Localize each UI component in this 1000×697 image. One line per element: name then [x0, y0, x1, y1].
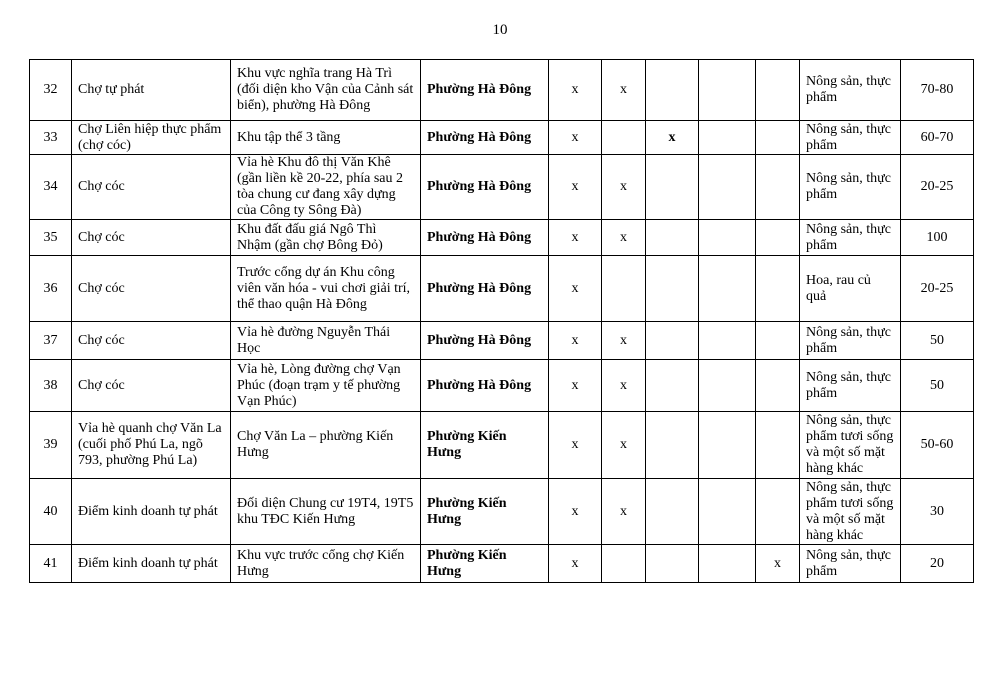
mark-col-5 — [756, 256, 800, 322]
mark-col-2: x — [602, 60, 646, 121]
goods-type: Nông sản, thực phẩm — [800, 220, 901, 256]
trader-count: 100 — [901, 220, 974, 256]
goods-type: Hoa, rau củ quả — [800, 256, 901, 322]
mark-col-3: x — [646, 121, 699, 155]
market-name: Chợ cóc — [72, 155, 231, 220]
row-number: 36 — [30, 256, 72, 322]
ward-name: Phường Kiến Hưng — [421, 412, 549, 479]
market-location: Vỉa hè Khu đô thị Văn Khê (gần liền kề 20-22, phía sau 2 tòa chung cư đang xây dựng của Công ty Sông Đà) — [231, 155, 421, 220]
market-name: Vỉa hè quanh chợ Văn La (cuối phố Phú La, ngõ 793, phường Phú La) — [72, 412, 231, 479]
goods-type: Nông sản, thực phẩm — [800, 360, 901, 412]
mark-col-4 — [699, 155, 756, 220]
mark-col-5 — [756, 360, 800, 412]
mark-col-2: x — [602, 220, 646, 256]
mark-col-4 — [699, 479, 756, 545]
row-number: 32 — [30, 60, 72, 121]
table-body — [30, 60, 974, 583]
mark-col-2: x — [602, 412, 646, 479]
row-number: 37 — [30, 322, 72, 360]
row-number: 33 — [30, 121, 72, 155]
market-name: Chợ tự phát — [72, 60, 231, 121]
mark-col-2 — [602, 121, 646, 155]
mark-col-5 — [756, 322, 800, 360]
market-location: Chợ Văn La – phường Kiến Hưng — [231, 412, 421, 479]
table-row — [30, 121, 974, 155]
trader-count: 60-70 — [901, 121, 974, 155]
mark-col-3 — [646, 60, 699, 121]
trader-count: 50 — [901, 360, 974, 412]
market-location: Khu đất đấu giá Ngô Thì Nhậm (gần chợ Bông Đỏ) — [231, 220, 421, 256]
goods-type: Nông sản, thực phẩm — [800, 60, 901, 121]
mark-col-2 — [602, 256, 646, 322]
market-name: Chợ Liên hiệp thực phẩm (chợ cóc) — [72, 121, 231, 155]
mark-col-3 — [646, 360, 699, 412]
ward-name: Phường Hà Đông — [421, 220, 549, 256]
row-number: 35 — [30, 220, 72, 256]
trader-count: 20-25 — [901, 155, 974, 220]
mark-col-4 — [699, 322, 756, 360]
table-row — [30, 412, 974, 479]
mark-col-1: x — [549, 360, 602, 412]
market-name: Điểm kinh doanh tự phát — [72, 545, 231, 583]
ward-name: Phường Hà Đông — [421, 121, 549, 155]
goods-type: Nông sản, thực phẩm tươi sống và một số mặt hàng khác — [800, 412, 901, 479]
row-number: 40 — [30, 479, 72, 545]
mark-col-5 — [756, 220, 800, 256]
goods-type: Nông sản, thực phẩm — [800, 155, 901, 220]
mark-col-2: x — [602, 360, 646, 412]
mark-col-3 — [646, 220, 699, 256]
market-name: Chợ cóc — [72, 256, 231, 322]
table-row — [30, 479, 974, 545]
ward-name: Phường Hà Đông — [421, 155, 549, 220]
mark-col-4 — [699, 545, 756, 583]
ward-name: Phường Hà Đông — [421, 322, 549, 360]
mark-col-1: x — [549, 220, 602, 256]
market-name: Chợ cóc — [72, 322, 231, 360]
table-row — [30, 220, 974, 256]
mark-col-3 — [646, 322, 699, 360]
mark-col-5 — [756, 60, 800, 121]
table-row — [30, 155, 974, 220]
ward-name: Phường Kiến Hưng — [421, 545, 549, 583]
mark-col-1: x — [549, 545, 602, 583]
page-number: 10 — [492, 22, 508, 38]
ward-name: Phường Hà Đông — [421, 360, 549, 412]
market-location: Khu vực nghĩa trang Hà Trì (đối diện kho Vận của Cảnh sát biển), phường Hà Đông — [231, 60, 421, 121]
market-location: Vỉa hè, Lòng đường chợ Vạn Phúc (đoạn trạm y tế phường Vạn Phúc) — [231, 360, 421, 412]
mark-col-3 — [646, 256, 699, 322]
market-table — [29, 59, 974, 583]
market-location: Khu vực trước cổng chợ Kiến Hưng — [231, 545, 421, 583]
mark-col-1: x — [549, 121, 602, 155]
market-name: Điểm kinh doanh tự phát — [72, 479, 231, 545]
trader-count: 20-25 — [901, 256, 974, 322]
market-name: Chợ cóc — [72, 220, 231, 256]
mark-col-1: x — [549, 256, 602, 322]
trader-count: 20 — [901, 545, 974, 583]
table-row — [30, 322, 974, 360]
mark-col-2: x — [602, 155, 646, 220]
mark-col-1: x — [549, 479, 602, 545]
ward-name: Phường Kiến Hưng — [421, 479, 549, 545]
table-row — [30, 545, 974, 583]
mark-col-4 — [699, 360, 756, 412]
mark-col-4 — [699, 121, 756, 155]
trader-count: 30 — [901, 479, 974, 545]
mark-col-4 — [699, 412, 756, 479]
mark-col-4 — [699, 60, 756, 121]
table-row — [30, 256, 974, 322]
row-number: 34 — [30, 155, 72, 220]
goods-type: Nông sản, thực phẩm tươi sống và một số mặt hàng khác — [800, 479, 901, 545]
trader-count: 50-60 — [901, 412, 974, 479]
goods-type: Nông sản, thực phẩm — [800, 545, 901, 583]
mark-col-5 — [756, 412, 800, 479]
mark-col-4 — [699, 256, 756, 322]
mark-col-5: x — [756, 545, 800, 583]
table-row — [30, 360, 974, 412]
mark-col-5 — [756, 155, 800, 220]
goods-type: Nông sản, thực phẩm — [800, 121, 901, 155]
mark-col-5 — [756, 121, 800, 155]
mark-col-4 — [699, 220, 756, 256]
mark-col-1: x — [549, 60, 602, 121]
table-row — [30, 60, 974, 121]
mark-col-2: x — [602, 479, 646, 545]
mark-col-2 — [602, 545, 646, 583]
trader-count: 70-80 — [901, 60, 974, 121]
mark-col-5 — [756, 479, 800, 545]
row-number: 38 — [30, 360, 72, 412]
market-location: Đối diện Chung cư 19T4, 19T5 khu TĐC Kiến Hưng — [231, 479, 421, 545]
mark-col-1: x — [549, 412, 602, 479]
market-location: Vỉa hè đường Nguyễn Thái Học — [231, 322, 421, 360]
mark-col-2: x — [602, 322, 646, 360]
mark-col-3 — [646, 545, 699, 583]
mark-col-1: x — [549, 322, 602, 360]
row-number: 39 — [30, 412, 72, 479]
row-number: 41 — [30, 545, 72, 583]
ward-name: Phường Hà Đông — [421, 60, 549, 121]
goods-type: Nông sản, thực phẩm — [800, 322, 901, 360]
mark-col-3 — [646, 155, 699, 220]
mark-col-1: x — [549, 155, 602, 220]
mark-col-3 — [646, 412, 699, 479]
mark-col-3 — [646, 479, 699, 545]
market-location: Trước cổng dự án Khu công viên văn hóa - vui chơi giải trí, thể thao quận Hà Đông — [231, 256, 421, 322]
ward-name: Phường Hà Đông — [421, 256, 549, 322]
market-location: Khu tập thể 3 tầng — [231, 121, 421, 155]
market-name: Chợ cóc — [72, 360, 231, 412]
trader-count: 50 — [901, 322, 974, 360]
